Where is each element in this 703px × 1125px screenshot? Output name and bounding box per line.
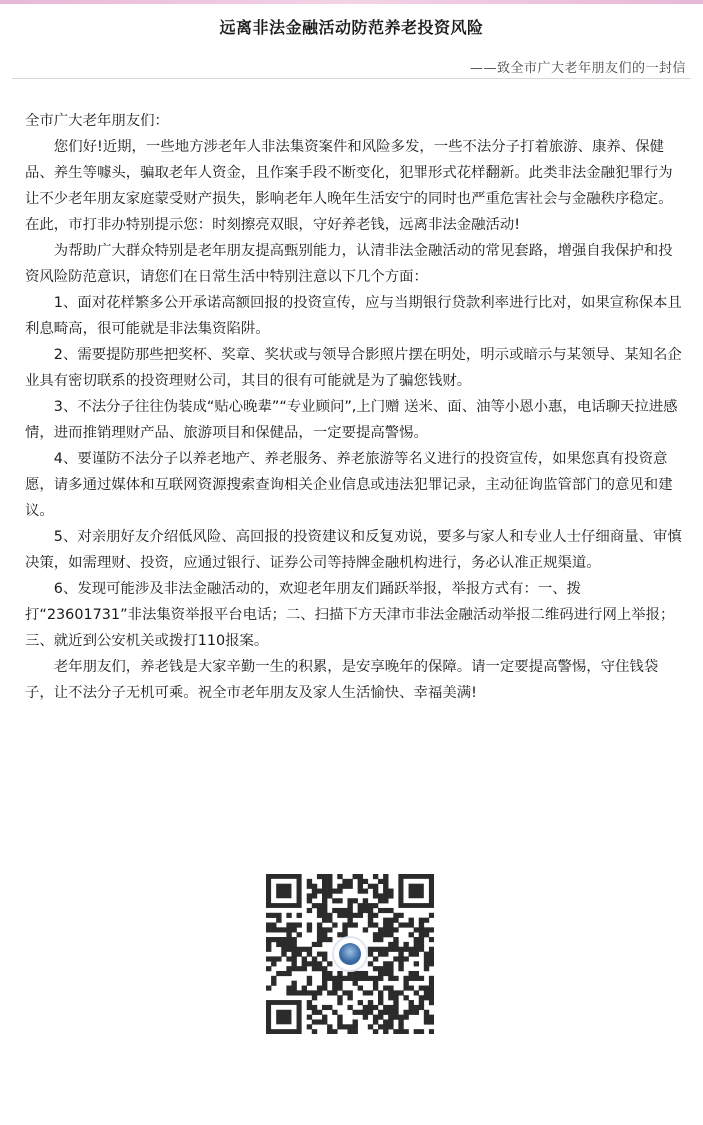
paragraph-intro: 您们好!近期，一些地方涉老年人非法集资案件和风险多发，一些不法分子打着旅游、康养、保健品、养生等噱头，骗取老年人资金，且作案手段不断变化，犯罪形式花样翻新。此类非法金融犯罪行为让不少老年朋友家庭蒙受财产损失，影响老年人晚年生活安宁的同时也严重危害社会与金融秩序稳定。在此，市打非办特别提示您：时刻擦亮双眼，守好养老钱，远离非法金融活动! <box>25 139 673 233</box>
tip-item-2: 2、需要提防那些把奖杯、奖章、奖状或与领导合影照片摆在明处，明示或暗示与某领导、某知名企业具有密切联系的投资理财公司，其目的很有可能就是为了骗您钱财。 <box>25 347 682 389</box>
top-accent-bar <box>0 0 703 4</box>
page-subtitle: ——致全市广大老年朋友们的一封信 <box>469 61 686 76</box>
tip-item-4: 4、要谨防不法分子以养老地产、养老服务、养老旅游等名义进行的投资宣传，如果您真有投资意愿，请多通过媒体和互联网资源搜索查询相关企业信息或违法犯罪记录，主动征询监管部门的意见和建议。 <box>25 451 673 519</box>
page-title: 远离非法金融活动防范养老投资风险 <box>219 18 484 37</box>
greeting: 全市广大老年朋友们： <box>25 113 169 129</box>
tip-item-6: 6、发现可能涉及非法金融活动的，欢迎老年朋友们踊跃举报，举报方式有：一、拨打“23601731”非法集资举报平台电话；二、扫描下方天津市非法金融活动举报二维码进行网上举报；三、就近到公安机关或拨打110报案。 <box>25 581 675 649</box>
emblem-logo-icon <box>332 936 368 972</box>
paragraph-purpose: 为帮助广大群众特别是老年朋友提高甄别能力，认清非法金融活动的常见套路，增强自我保护和投资风险防范意识，请您们在日常生活中特别注意以下几个方面： <box>25 243 673 285</box>
letter-body <box>25 108 682 706</box>
tip-item-3: 3、不法分子往往伪装成“贴心晚辈”“专业顾问”,上门赠 送米、面、油等小恩小惠，电话聊天拉进感情，进而推销理财产品、旅游项目和保健品，一定要提高警惕。 <box>25 399 678 441</box>
tip-item-5: 5、对亲朋好友介绍低风险、高回报的投资建议和反复劝说，要多与家人和专业人士仔细商量、审慎决策，如需理财、投资，应通过银行、证券公司等持牌金融机构进行，务必认准正规渠道。 <box>25 529 682 571</box>
paragraph-closing: 老年朋友们，养老钱是大家辛勤一生的积累，是安享晚年的保障。请一定要提高警惕，守住钱袋子，让不法分子无机可乘。祝全市老年朋友及家人生活愉快、幸福美满! <box>25 659 659 701</box>
title-divider <box>12 78 691 79</box>
qr-code-icon[interactable] <box>266 874 434 1034</box>
tip-item-1: 1、面对花样繁多公开承诺高额回报的投资宣传，应与当期银行贷款利率进行比对，如果宣称保本且利息畸高，很可能就是非法集资陷阱。 <box>25 295 682 337</box>
